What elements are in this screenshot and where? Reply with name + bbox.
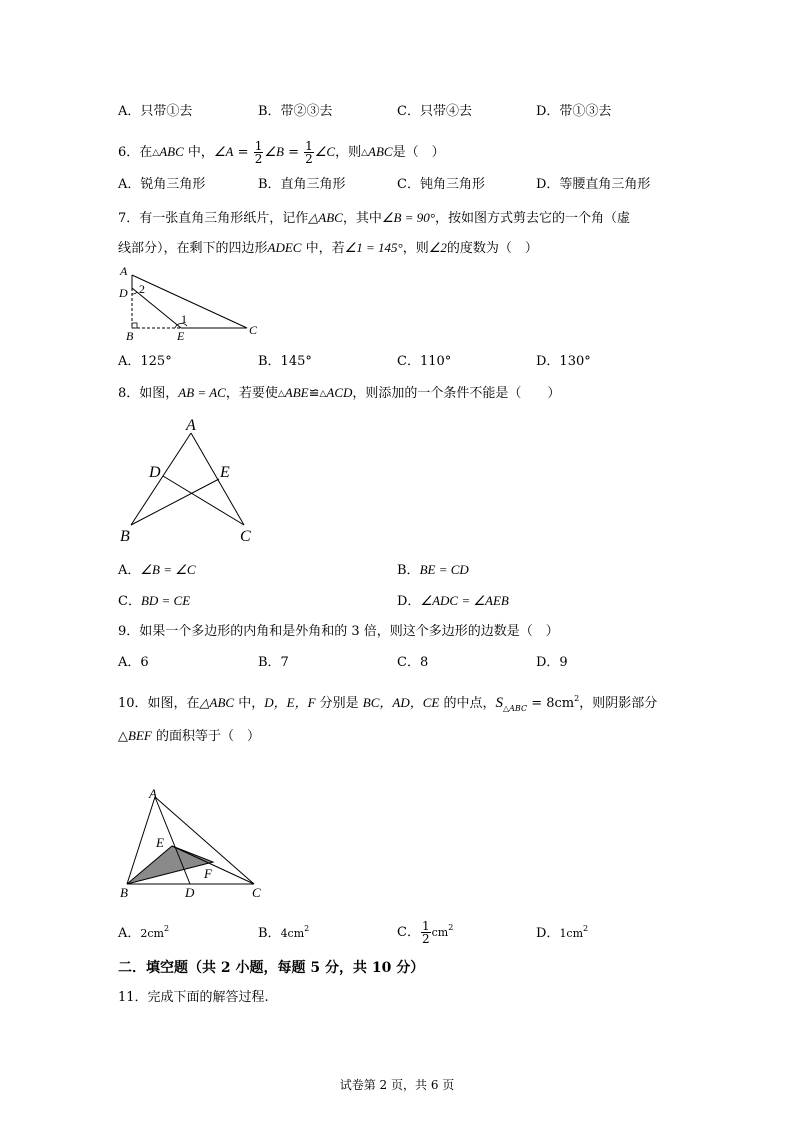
q10-option-c: C． $\frac{1}{2}$ $cm^2$ xyxy=(397,919,454,946)
page-footer: 试卷第 2 页，共 6 页 xyxy=(339,1078,455,1092)
q8-option-d: D．∠ADC = ∠AEB xyxy=(397,593,509,609)
q7-label-2: 2 xyxy=(139,282,145,296)
q6-option-a: A．锐角三角形 xyxy=(118,177,206,192)
q10-option-a: A．$2cm^2$ xyxy=(118,924,170,941)
q7-label-e: E xyxy=(177,329,185,343)
q10-label-a: A xyxy=(149,786,157,801)
q9-stem: 9．如果一个多边形的内角和是外角和的 3 倍，则这个多边形的边数是（ ） xyxy=(118,624,559,639)
q10-label-c: C xyxy=(252,885,261,900)
q5-option-d: D．带①③去 xyxy=(536,104,612,119)
q8-label-a: A xyxy=(186,417,196,434)
q11-stem: 11．完成下面的解答过程. xyxy=(118,990,269,1005)
q10-shaded-triangle xyxy=(127,846,213,884)
q7-label-b: B xyxy=(126,329,134,343)
q8-label-d: D xyxy=(149,464,161,481)
q7-stem-line1: 7．有一张直角三角形纸片，记作△ABC，其中∠B = 90°，按如图方式剪去它的一个角（虚 xyxy=(118,210,630,226)
q9-option-b: B．7 xyxy=(258,655,289,670)
q9-option-c: C．8 xyxy=(397,655,429,670)
q8-label-c: C xyxy=(240,528,251,545)
q6-stem: 6．在△ABC 中，∠A = $\frac{1}{2}$ ∠B = $\frac{1}{2}$ ∠C，则△ABC是（ ） xyxy=(118,139,445,166)
q10-stem-line2: △BEF 的面积等于（ ） xyxy=(118,728,260,744)
q10-label-e: E xyxy=(156,835,164,850)
q8-figure xyxy=(112,410,272,550)
q5-option-a: A．只带①去 xyxy=(118,104,193,119)
q7-label-a: A xyxy=(120,264,128,278)
q8-stem: 8．如图，AB = AC，若要使△ABE≌△ACD，则添加的一个条件不能是（ ） xyxy=(118,385,561,401)
q7-option-c: C．110° xyxy=(397,354,452,369)
q7-label-d: D xyxy=(119,286,128,300)
q7-option-d: D．130° xyxy=(536,354,591,369)
q8-option-b: B．BE = CD xyxy=(397,562,469,578)
q10-stem-line1: 10．如图，在△ABC 中，D，E，F 分别是 BC，AD，CE 的中点，$S_{\triangle ABC} = 8cm^2$，则阴影部分 xyxy=(118,694,658,713)
q8-option-c: C．BD = CE xyxy=(118,593,191,609)
q6-option-b: B．直角三角形 xyxy=(258,177,346,192)
q8-option-a: A．∠B = ∠C xyxy=(118,562,196,578)
q7-stem-line2: 线部分），在剩下的四边形ADEC 中，若∠1 = 145°，则∠2的度数为（ ） xyxy=(118,240,538,256)
q7-option-a: A．125° xyxy=(118,354,172,369)
q10-label-f: F xyxy=(204,866,212,881)
q5-option-c: C．只带④去 xyxy=(397,104,472,119)
q10-figure xyxy=(112,786,272,904)
q7-label-1: 1 xyxy=(181,312,187,326)
q8-label-b: B xyxy=(120,528,130,545)
q9-option-d: D．9 xyxy=(536,655,568,670)
q7-figure xyxy=(115,262,265,344)
q10-option-d: D．$1cm^2$ xyxy=(536,924,589,941)
q5-option-b: B．带②③去 xyxy=(258,104,333,119)
q8-label-e: E xyxy=(220,464,230,481)
q6-option-c: C．钝角三角形 xyxy=(397,177,485,192)
q7-label-c: C xyxy=(249,323,258,337)
q6-option-d: D．等腰直角三角形 xyxy=(536,177,651,192)
q10-label-b: B xyxy=(120,885,128,900)
q7-option-b: B．145° xyxy=(258,354,312,369)
q10-option-b: B．$4cm^2$ xyxy=(258,924,310,941)
q10-label-d: D xyxy=(185,885,195,900)
section-title-fill-in: 二．填空题（共 2 小题，每题 5 分，共 10 分） xyxy=(118,960,425,976)
q9-option-a: A．6 xyxy=(118,655,149,670)
